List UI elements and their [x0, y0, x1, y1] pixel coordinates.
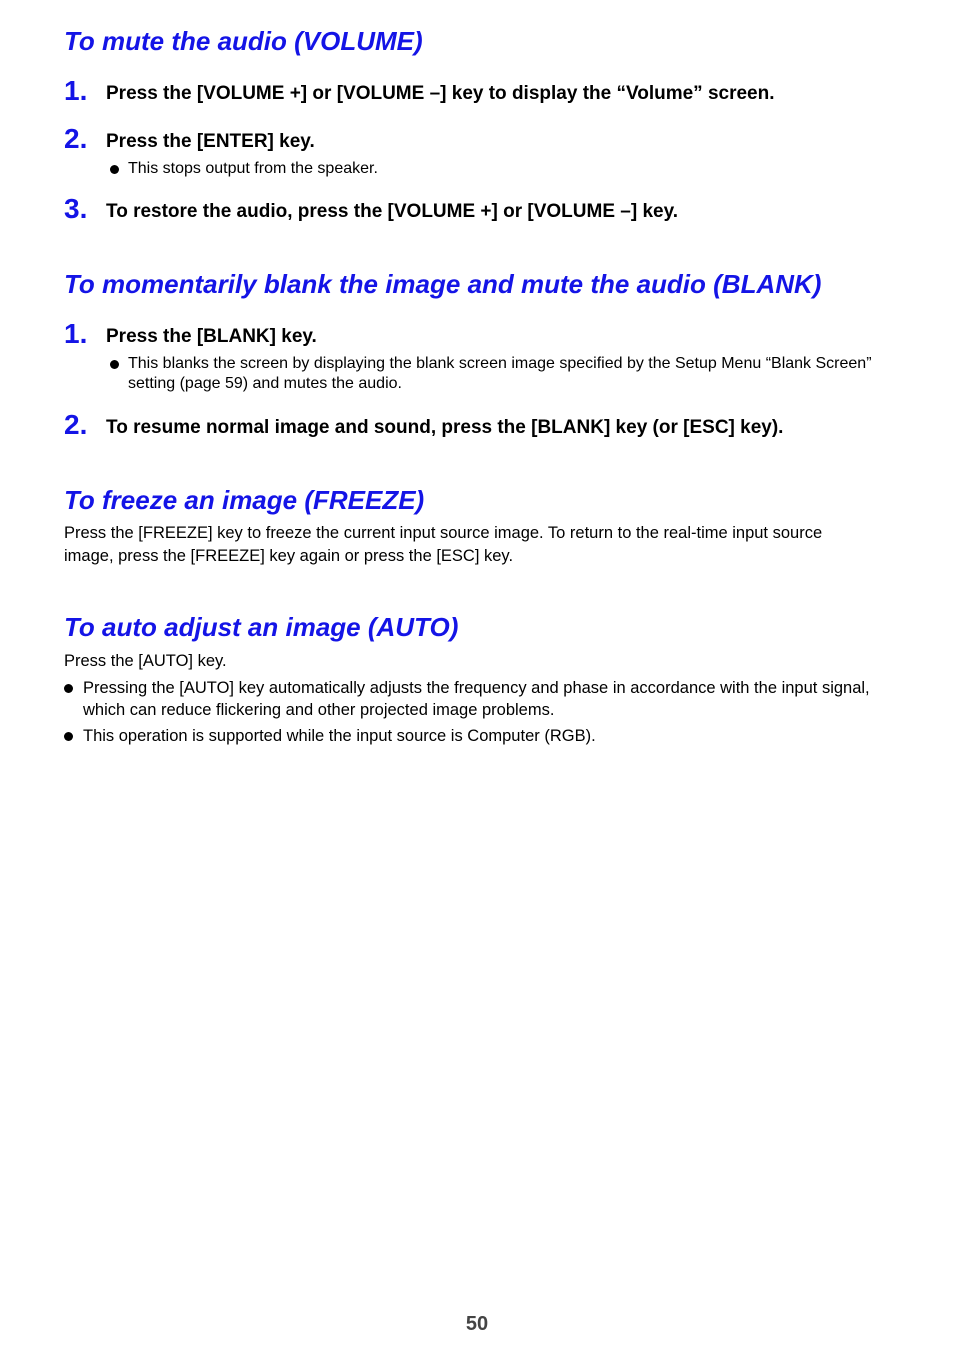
step-number: 2.	[64, 123, 88, 154]
bullet-dot-icon	[64, 732, 73, 741]
heading-blank: To momentarily blank the image and mute the audio (BLANK)	[64, 269, 822, 299]
bullet-text: This blanks the screen by displaying the blank screen image specified by the Setup Menu “Blank Screen” setting (page 59) and mutes the audio.	[128, 355, 872, 392]
auto-bullet-2	[64, 725, 883, 747]
heading-volume: To mute the audio (VOLUME)	[64, 26, 423, 56]
step-text: Press the [ENTER] key.	[106, 131, 315, 152]
heading-auto: To auto adjust an image (AUTO)	[64, 612, 459, 642]
bullet-text: This operation is supported while the input source is Computer (RGB).	[83, 727, 596, 745]
step-text: Press the [BLANK] key.	[106, 326, 317, 347]
step-text: To resume normal image and sound, press the [BLANK] key (or [ESC] key).	[106, 417, 784, 438]
step-number: 3.	[64, 193, 88, 224]
step-text: To restore the audio, press the [VOLUME +] or [VOLUME –] key.	[106, 201, 679, 222]
auto-bullet-1	[64, 677, 883, 721]
heading-freeze: To freeze an image (FREEZE)	[64, 485, 425, 515]
step-text: Press the [VOLUME +] or [VOLUME –] key to display the “Volume” screen.	[106, 83, 775, 104]
bullet-text: Pressing the [AUTO] key automatically adjusts the frequency and phase in accordance with the input signal, which can reduce flickering and other projected image problems.	[83, 679, 870, 719]
freeze-body: Press the [FREEZE] key to freeze the current input source image. To return to the real-time input source image, press the [FREEZE] key again or press the [ESC] key.	[64, 524, 823, 565]
bullet-text: This stops output from the speaker.	[128, 160, 378, 177]
page-number: 50	[465, 1313, 489, 1335]
bullet-dot-icon	[64, 684, 73, 693]
blank-step-1-bullet	[110, 354, 888, 394]
volume-step-2-bullet	[110, 159, 888, 179]
step-number: 1.	[64, 318, 88, 349]
step-number: 2.	[64, 409, 88, 440]
bullet-dot-icon	[110, 360, 119, 369]
step-number: 1.	[64, 75, 88, 106]
bullet-dot-icon	[110, 165, 119, 174]
auto-body: Press the [AUTO] key.	[64, 652, 227, 670]
